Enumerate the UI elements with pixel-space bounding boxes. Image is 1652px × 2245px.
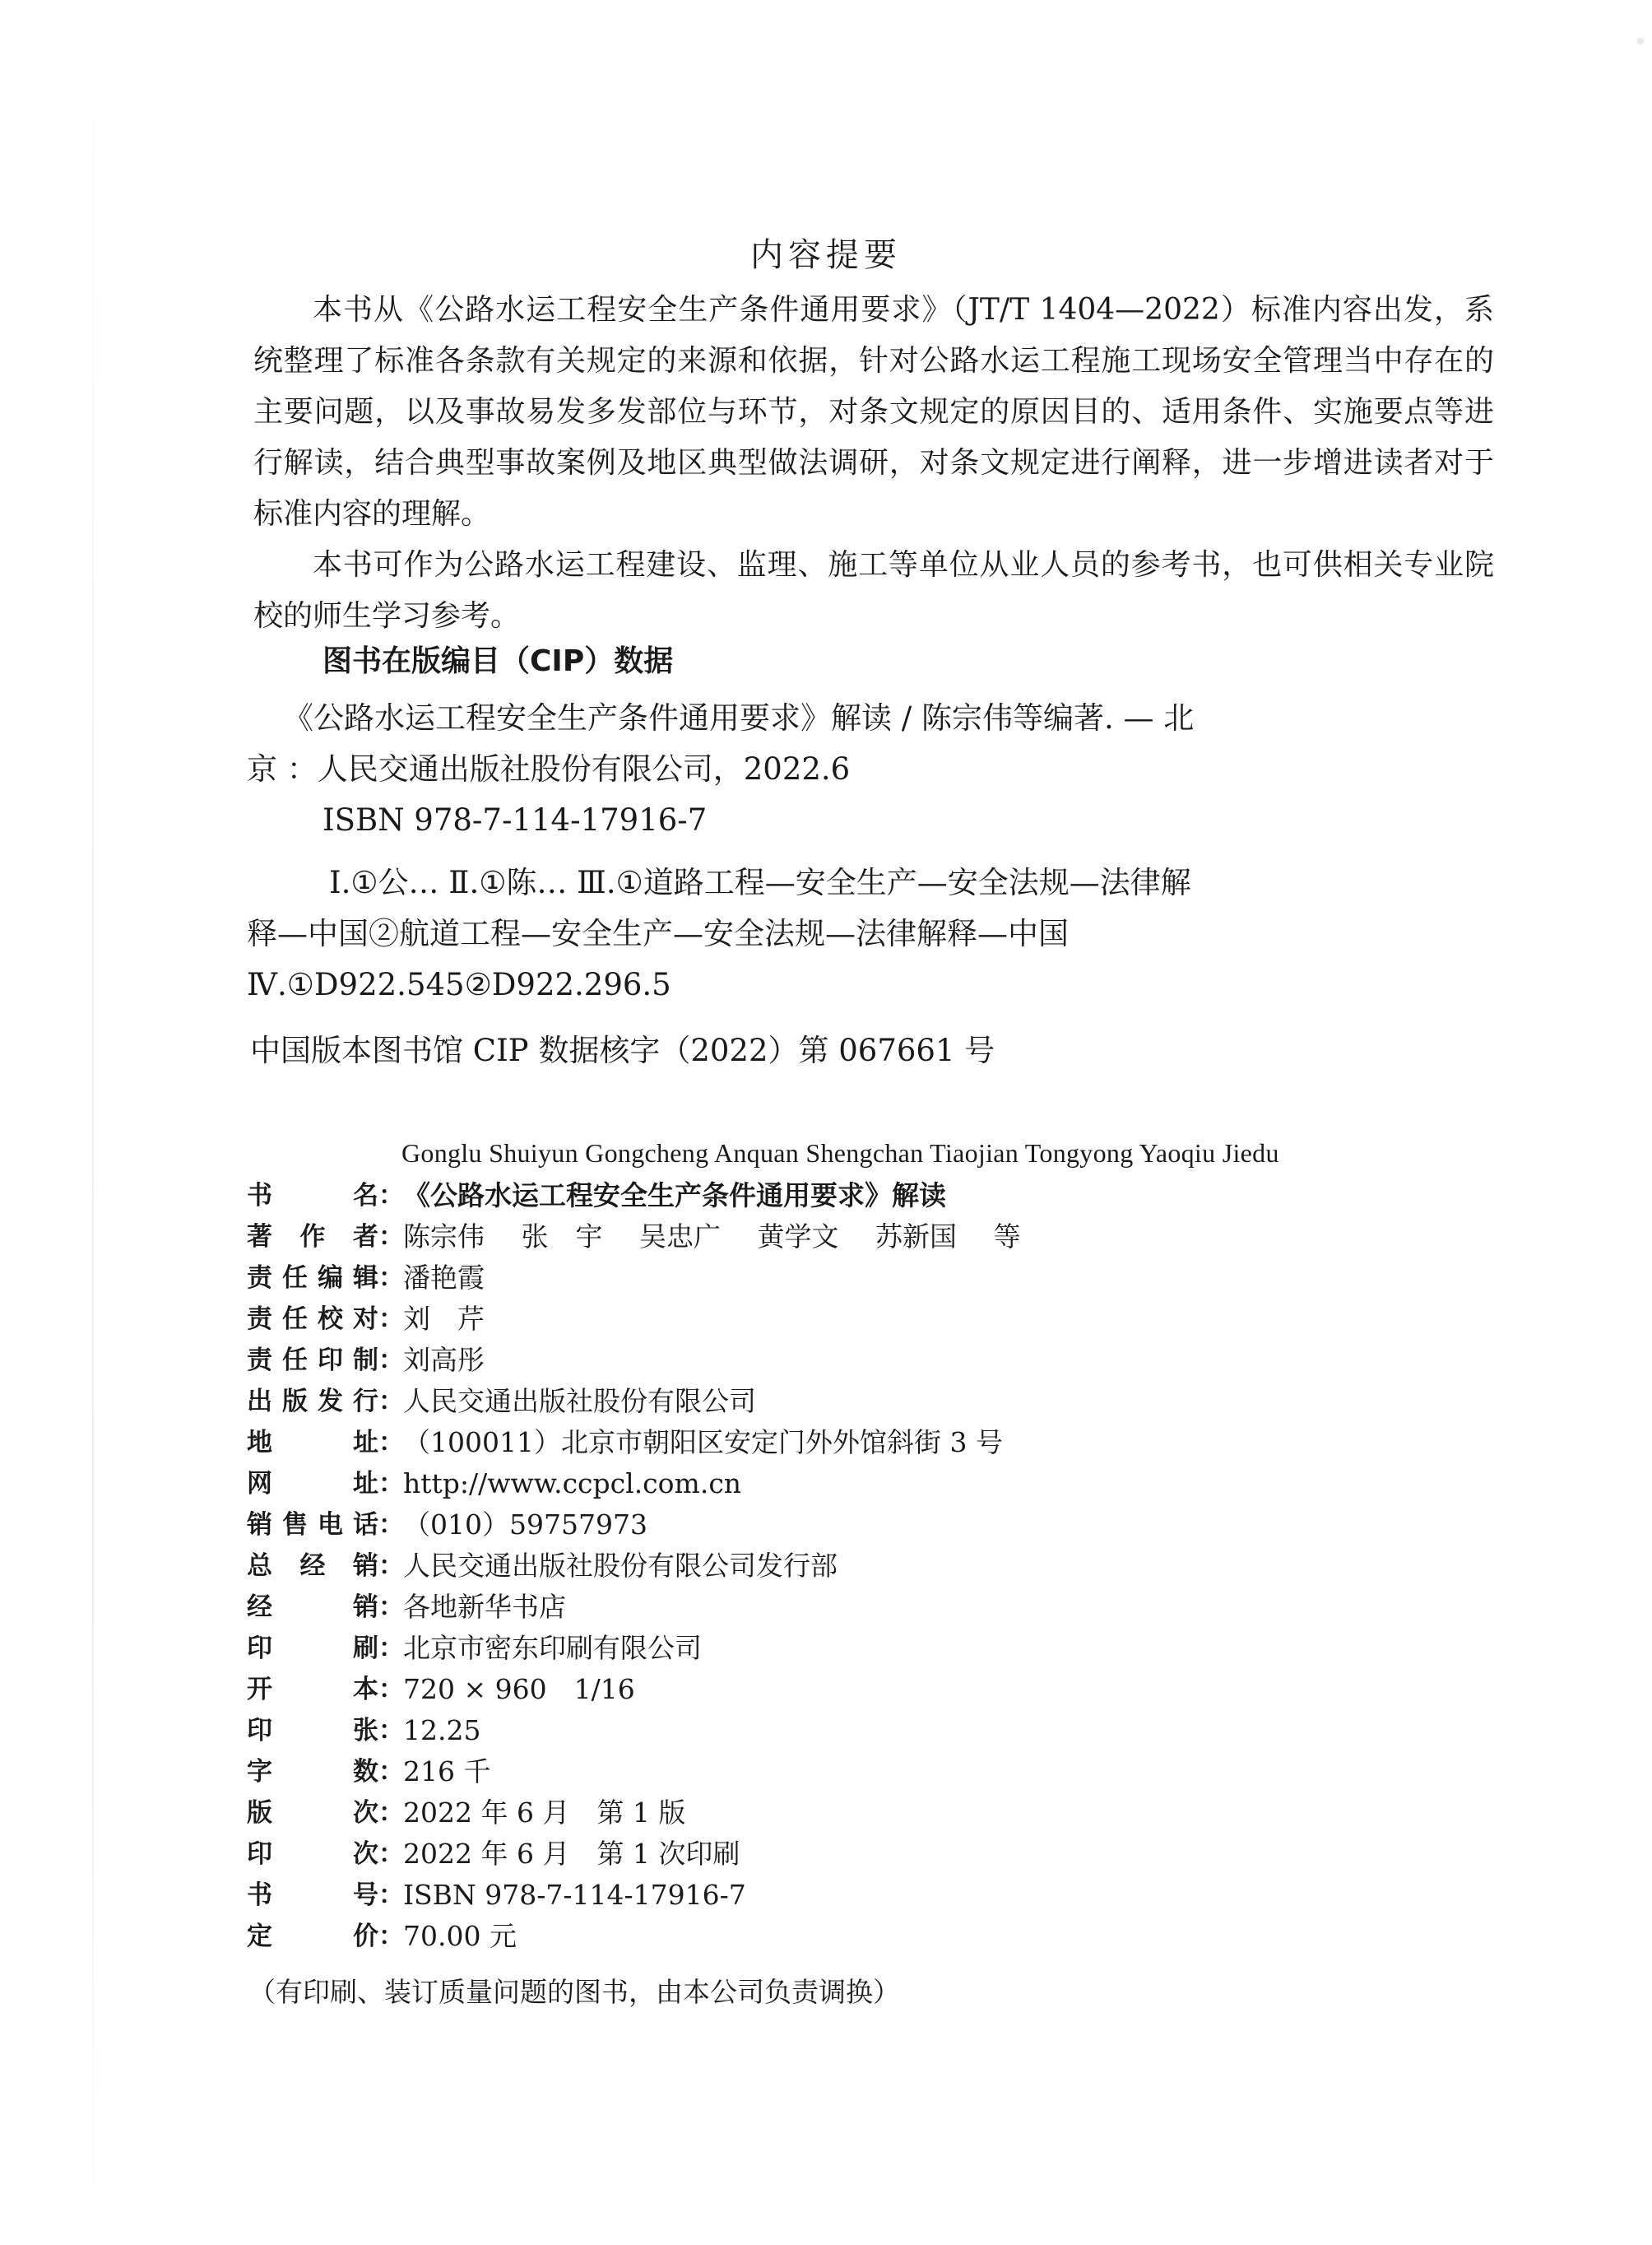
author-name: 苏新国 [875, 1220, 957, 1253]
cip-classification: Ⅰ.①公… Ⅱ.①陈… Ⅲ.①道路工程—安全生产—安全法规—法律解释—中国②航道工程—安全生产—安全法规—法律解释—中国 Ⅳ.①D922.545②D922.296.5 [247, 865, 1191, 1002]
imprint-value: （100011）北京市朝阳区安定门外外馆斜街 3 号 [403, 1426, 1003, 1458]
imprint-row [247, 1463, 1481, 1504]
summary-paragraph: 本书可作为公路水运工程建设、监理、施工等单位从业人员的参考书，也可供相关专业院校的师生学习参考。 [253, 548, 1494, 633]
imprint-row [247, 1628, 1481, 1669]
imprint-row [247, 1587, 1481, 1628]
quality-notice: （有印刷、装订质量问题的图书，由本公司负责调换） [248, 1976, 900, 2008]
imprint-row [247, 1875, 1481, 1916]
imprint-colon: ： [378, 1551, 404, 1581]
imprint-value: http://www.ccpcl.com.cn [403, 1467, 742, 1499]
imprint-colon: ： [378, 1222, 404, 1252]
imprint-colon: ： [378, 1304, 404, 1334]
imprint-label: 定价 [247, 1922, 378, 1951]
imprint-colon: ： [378, 1181, 404, 1211]
imprint-colon: ： [378, 1387, 404, 1416]
summary-body [253, 285, 1494, 642]
imprint-colon: ： [378, 1634, 404, 1663]
imprint-label: 网址 [247, 1469, 378, 1499]
cip-block [247, 693, 1201, 1076]
author-name: 吴忠广 [639, 1220, 721, 1253]
imprint-colon: ： [378, 1922, 404, 1951]
imprint-label: 著作者 [247, 1222, 378, 1252]
imprint-value: 人民交通出版社股份有限公司发行部 [403, 1550, 838, 1582]
author-list [403, 1216, 1049, 1257]
imprint-label: 责任印制 [247, 1346, 378, 1375]
summary-paragraph: 本书从《公路水运工程安全生产条件通用要求》（JT/T 1404—2022）标准内容出发，系统整理了标准各条款有关规定的来源和依据，针对公路水运工程施工现场安全管理当中存在的主要问题，以及事故易发多发部位与环节，对条文规定的原因目的、适用条件、实施要点等进行解读，结合典型事故案例及地区典型做法调研，对条文规定进行阐释，进一步增进读者对于标准内容的理解。 [253, 293, 1494, 531]
imprint-row [247, 1422, 1481, 1463]
imprint-value: 70.00 元 [403, 1920, 517, 1952]
imprint-value: 各地新华书店 [403, 1591, 566, 1623]
imprint-colon: ： [378, 1346, 404, 1375]
imprint-value: 12.25 [403, 1714, 481, 1746]
imprint-row [247, 1545, 1481, 1587]
imprint-value: 刘高彤 [403, 1344, 485, 1376]
imprint-row [247, 1916, 1481, 1957]
imprint-row [247, 1504, 1481, 1545]
imprint-label: 字数 [247, 1757, 378, 1787]
imprint-value: 216 千 [403, 1755, 491, 1787]
pinyin-title: Gonglu Shuiyun Gongcheng Anquan Shengchan Tiaojian Tongyong Yaoqiu Jiedu [401, 1138, 1279, 1168]
scan-margin-shadow [92, 0, 94, 2245]
imprint-label: 印张 [247, 1716, 378, 1745]
imprint-label: 出版发行 [247, 1387, 378, 1416]
imprint-label: 责任编辑 [247, 1263, 378, 1293]
scan-speck [1637, 38, 1644, 44]
summary-title: 内容提要 [750, 236, 902, 274]
imprint-colon: ： [378, 1880, 404, 1910]
imprint-label: 销售电话 [247, 1510, 378, 1540]
imprint-label: 地址 [247, 1428, 378, 1457]
author-name: 等 [993, 1220, 1021, 1253]
imprint-colon: ： [378, 1716, 404, 1745]
imprint-row [247, 1751, 1481, 1792]
imprint-label: 书号 [247, 1880, 378, 1910]
imprint-row [247, 1381, 1481, 1422]
imprint-colon: ： [378, 1675, 404, 1704]
imprint-value: 北京市密东印刷有限公司 [403, 1632, 702, 1664]
imprint-value: 《公路水运工程安全生产条件通用要求》解读 [403, 1179, 946, 1211]
imprint-value: ISBN 978-7-114-17916-7 [403, 1879, 746, 1911]
imprint-row [247, 1299, 1481, 1340]
imprint-row-authors [247, 1216, 1481, 1257]
cip-heading: 图书在版编目（CIP）数据 [323, 644, 674, 678]
imprint-row [247, 1669, 1481, 1710]
imprint-value: 刘 芹 [403, 1303, 485, 1335]
imprint-row-title [247, 1175, 1481, 1216]
cip-isbn: ISBN 978-7-114-17916-7 [323, 802, 708, 838]
imprint-row [247, 1340, 1481, 1381]
imprint-row [247, 1257, 1481, 1299]
imprint-value: 潘艳霞 [403, 1262, 485, 1294]
imprint-colon: ： [378, 1839, 404, 1869]
imprint-label: 书名 [247, 1181, 378, 1211]
imprint-label: 开本 [247, 1675, 378, 1704]
imprint-colon: ： [378, 1428, 404, 1457]
imprint-value: 人民交通出版社股份有限公司 [403, 1385, 756, 1417]
cip-record-number: 中国版本图书馆 CIP 数据核字（2022）第 067661 号 [250, 1033, 995, 1068]
imprint-label: 印次 [247, 1839, 378, 1869]
imprint-colon: ： [378, 1798, 404, 1828]
imprint-value: 2022 年 6 月 第 1 次印刷 [403, 1838, 740, 1870]
imprint-rows [247, 1257, 1481, 1957]
imprint-value: （010）59757973 [403, 1508, 647, 1541]
author-name: 黄学文 [757, 1220, 839, 1253]
imprint-label: 经销 [247, 1592, 378, 1622]
imprint-colon: ： [378, 1469, 404, 1499]
imprint-colon: ： [378, 1510, 404, 1540]
imprint-label: 印刷 [247, 1634, 378, 1663]
imprint-label: 总经销 [247, 1551, 378, 1581]
cip-entry: 《公路水运工程安全生产条件通用要求》解读 / 陈宗伟等编著. — 北京 ：人民交通出版社股份有限公司，2022.6 [247, 700, 1195, 787]
imprint-value: 2022 年 6 月 第 1 版 [403, 1796, 686, 1829]
imprint-colon: ： [378, 1757, 404, 1787]
author-name: 张 宇 [521, 1220, 603, 1253]
author-name: 陈宗伟 [403, 1220, 485, 1253]
imprint-row [247, 1710, 1481, 1751]
imprint-label: 版次 [247, 1798, 378, 1828]
imprint-row [247, 1834, 1481, 1875]
imprint-value: 720 × 960 1/16 [403, 1673, 635, 1705]
imprint-colon: ： [378, 1592, 404, 1622]
imprint-table [247, 1175, 1481, 1957]
imprint-colon: ： [378, 1263, 404, 1293]
imprint-row [247, 1792, 1481, 1834]
imprint-label: 责任校对 [247, 1304, 378, 1334]
